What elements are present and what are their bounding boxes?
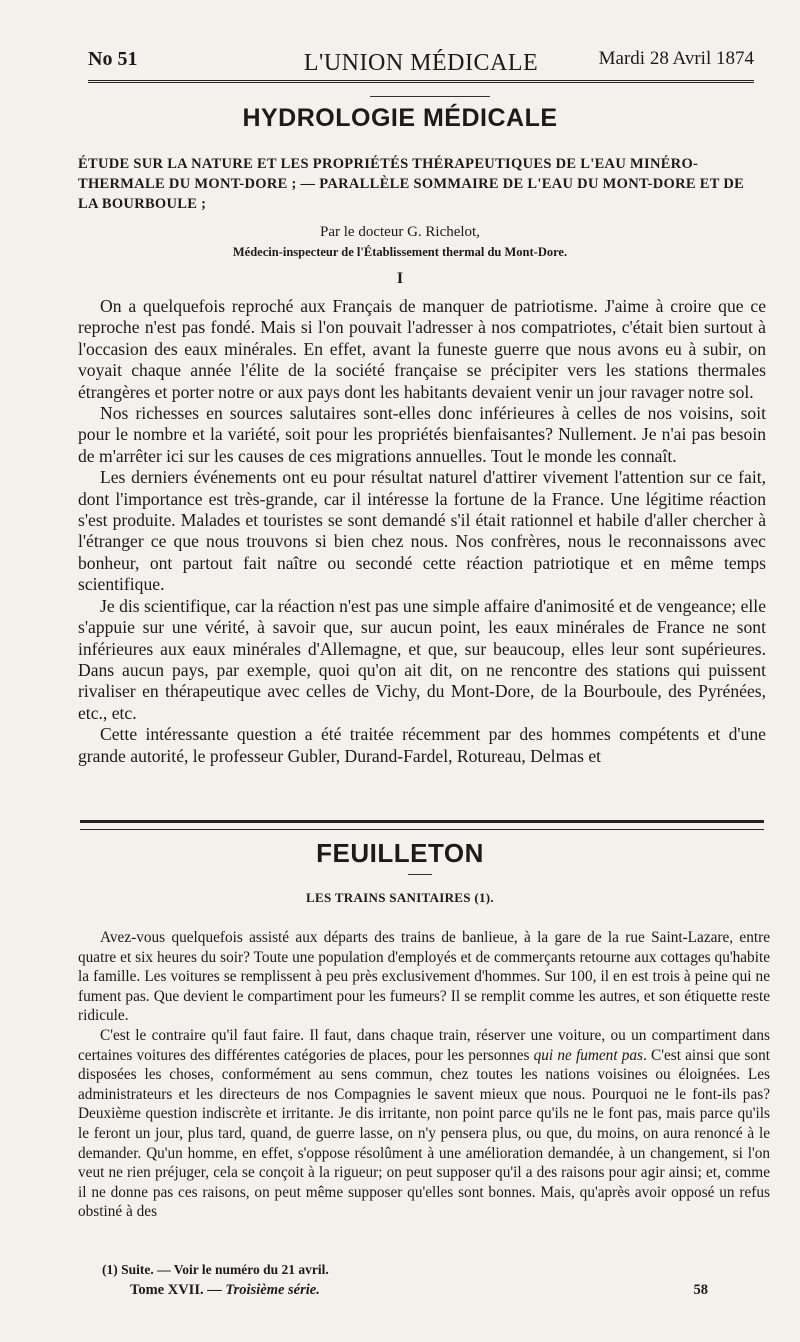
volume-info (130, 1282, 320, 1299)
feuilleton-body (78, 928, 770, 1222)
paragraph-text: . C'est ainsi que sont disposées les choses, conformément au sens commun, chez toutes les nations voisines ou éloignées. Les administrateurs et les directeurs de nos Compagnies le savent mieux que nous. Pourquoi ne le font-ils pas? Deuxième question indiscrète et irritante. Je dis irritante, non point parce qu'ils ne le font pas, mais parce qu'ils le feront un jour, plus tard, quand, de guerre lasse, on n'y pensera plus, ou que, du moins, on aura renoncé à le demander. Qu'un homme, en effet, s'oppose résolûment à une amélioration demandée, à un changement, si l'on veut ne rien préjuger, cela se conçoit à la rigueur; on peut supposer qu'il a des raisons pour agir ainsi; et, comme il ne donne pas ces raisons, on peut même supposer qu'elles sont bonnes. Mais, qu'après avoir opposé un refus obstiné à des (78, 1046, 770, 1221)
paragraph: Cette intéressante question a été traitée récemment par des hommes compétents et d'une grande autorité, le professeur Gubler, Durand-Fardel, Rotureau, Delmas et (78, 724, 766, 766)
article-title: ÉTUDE SUR LA NATURE ET LES PROPRIÉTÉS THÉRAPEUTIQUES DE L'EAU MINÉRO-THERMALE DU MONT-DORE ; — PARALLÈLE SOMMAIRE DE L'EAU DU MONT-DORE ET DE LA BOURBOULE ; (78, 156, 745, 212)
feuilleton-title: FEUILLETON (316, 838, 484, 868)
article-body (78, 296, 766, 767)
author-title: Médecin-inspecteur de l'Établissement thermal du Mont-Dore. (232, 245, 568, 259)
paragraph: Je dis scientifique, car la réaction n'est pas une simple affaire d'animosité et de vengeance; elle s'appuie sur une vérité, à savoir que, sur aucun point, les eaux minérales de France ne sont inférieures aux eaux minérales d'Allemagne, et que, sur beaucoup, elles leur sont supérieures. Dans aucun pays, par exemple, quoi qu'on ait dit, on ne rencontre des stations qui puissent rivaliser en thérapeutique avec celles de Vichy, du Mont-Dore, de la Bourboule, des Pyrénées, etc., etc. (78, 595, 766, 723)
italic-phrase: qui ne fument pas (533, 1046, 644, 1064)
feuilleton-rule (408, 874, 432, 875)
page-header (88, 44, 754, 83)
paragraph: Les derniers événements ont eu pour résultat naturel d'attirer vivement l'attention sur ce fait, dont l'importance est très-grande, car il intéresse la fortune de la France. Une légitime réaction s'est produite. Malades et touristes se sont demandé s'il était rationnel et habile d'aller chercher à l'étranger ce que nous trouvons si bien chez nous. Nos confrères, nous le reconnaissons avec bonheur, ont partout fait naître ou secondé cette réaction patriotique et en même temps scientifique. (78, 467, 766, 595)
journal-title: L'UNION MÉDICALE (303, 50, 539, 76)
part-number: I (396, 270, 404, 287)
issue-date: Mardi 28 Avril 1874 (598, 48, 754, 69)
byline (0, 222, 800, 262)
paragraph: Avez-vous quelquefois assisté aux départs des trains de banlieue, à la gare de la rue Saint-Lazare, entre quatre et six heures du soir? Toute une population d'employés et de commerçants retourne aux cottages qu'habite la famille. Les voitures se remplissent à peu près exclusivement d'hommes. Sur 100, il en est trois à peine qui ne fument pas. Que devient le compartiment pour les fumeurs? Il se remplit comme les autres, et son étiquette reste ridicule. (78, 929, 770, 1025)
page-number: 58 (693, 1282, 708, 1298)
paragraph: On a quelquefois reproché aux Français de manquer de patriotisme. J'aime à croire que ce reproche n'est pas fondé. Mais si l'on pouvait l'adresser à nos compatriotes, c'était bien surtout à l'occasion des eaux minérales. En effet, avant la funeste guerre que nous avons eu à subir, on voyait chaque année l'élite de la société française se précipiter vers les stations thermales étrangères et porter notre or aux pays dont les habitants devaient venir un jour ravager notre sol. (78, 296, 766, 402)
footnote: (1) Suite. — Voir le numéro du 21 avril. (102, 1262, 329, 1277)
section-title: HYDROLOGIE MÉDICALE (242, 104, 558, 132)
volume: Tome XVII. — (130, 1282, 222, 1298)
paragraph-text: C'est le contraire qu'il faut faire. Il faut, dans chaque train, réserver une voiture, ou un compartiment dans certaines voitures des différentes catégories de places, pour les personnes (78, 1026, 770, 1064)
series: Troisième série. (225, 1282, 320, 1298)
section-divider (80, 820, 764, 830)
author: Par le docteur G. Richelot, (320, 224, 480, 240)
issue-number: No 51 (88, 48, 138, 70)
paragraph (78, 1026, 770, 1222)
feuilleton-subtitle: LES TRAINS SANITAIRES (1). (306, 890, 494, 905)
title-rule (370, 96, 490, 97)
paragraph: Nos richesses en sources salutaires sont-elles donc inférieures à celles de nos voisins, soit pour le nombre et la variété, soit pour les propriétés bienfaisantes? Nullement. Je n'ai pas besoin de m'arrêter ici sur les causes de ces migrations annuelles. Tout le monde les connaît. (78, 403, 766, 466)
